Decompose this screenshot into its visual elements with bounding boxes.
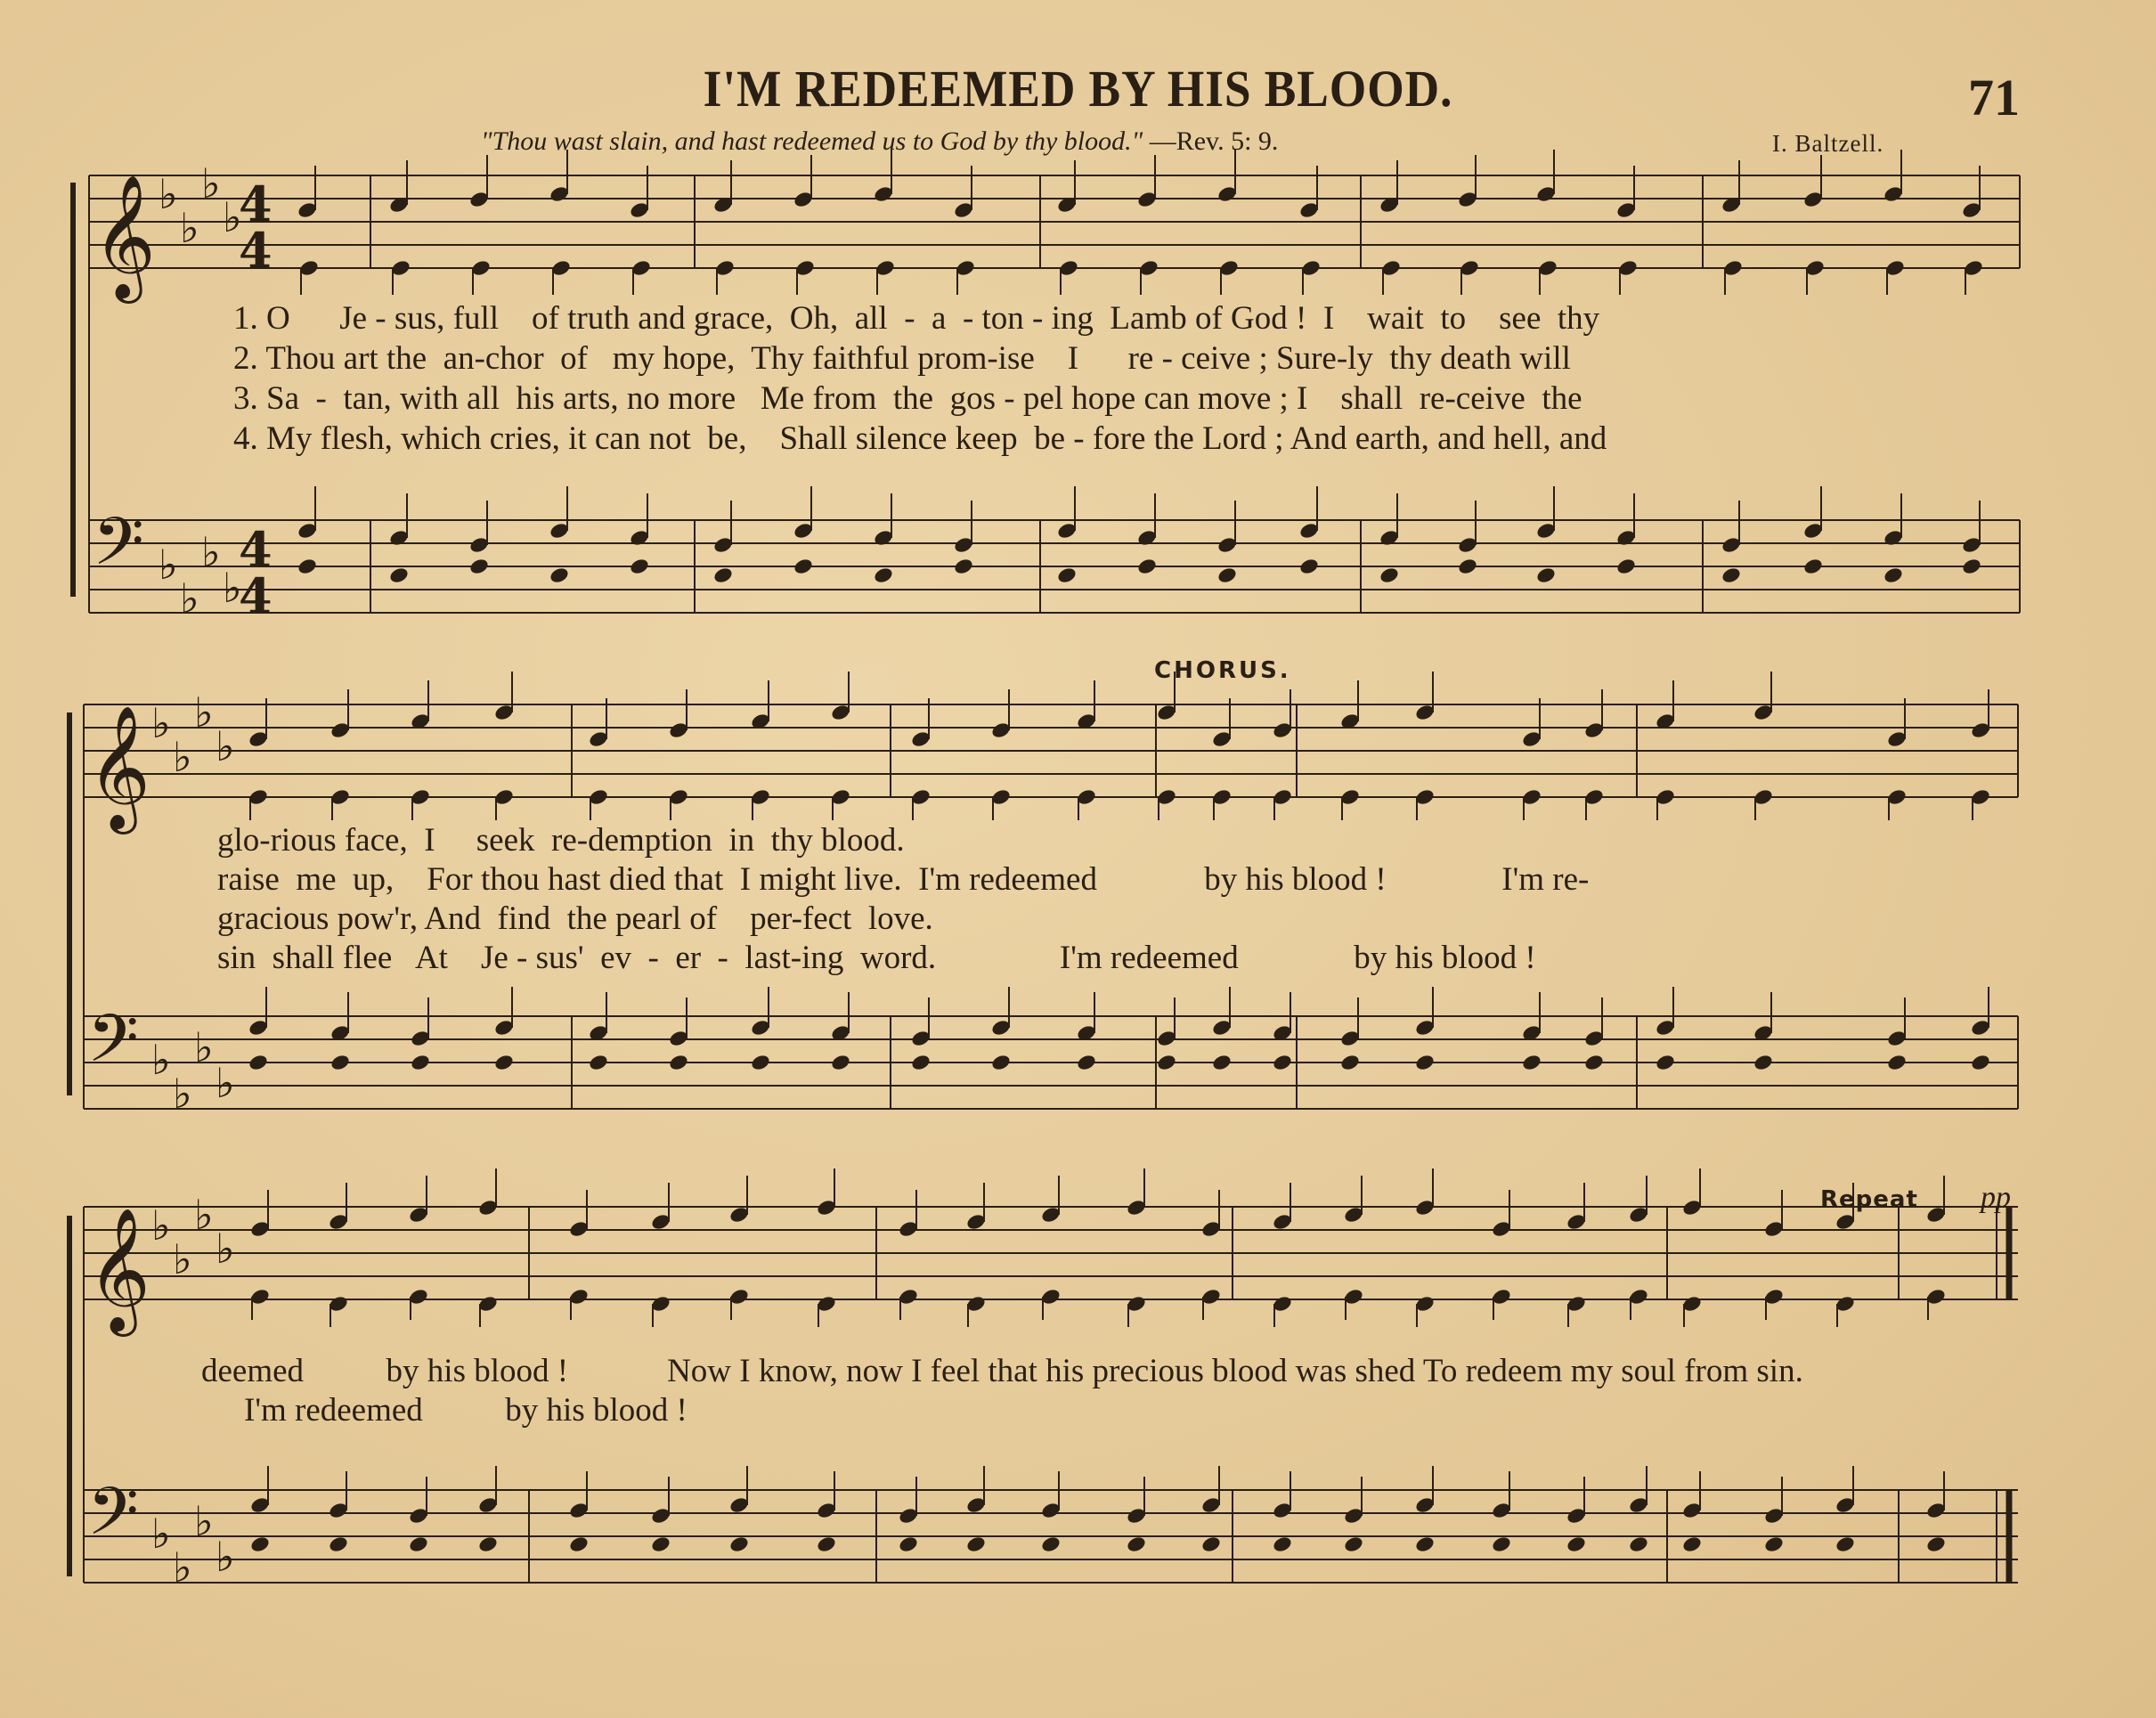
svg-text:♭: ♭ (173, 1543, 192, 1592)
dynamic-marking: pp (1981, 1181, 2011, 1214)
svg-text:♭: ♭ (173, 1235, 192, 1283)
note-head (650, 1535, 671, 1553)
svg-text:♭: ♭ (223, 193, 242, 241)
note-head (629, 557, 650, 575)
note-head (750, 1053, 771, 1071)
note-head (1535, 566, 1557, 584)
note-head (1272, 1535, 1293, 1553)
note-head (249, 1535, 271, 1553)
note-head (1566, 1535, 1587, 1553)
note-head (1886, 1053, 1908, 1071)
svg-text:♭: ♭ (201, 159, 221, 208)
bass-clef-icon: 𝄢 (93, 503, 144, 597)
note-head (1126, 1535, 1147, 1553)
verse-4-line: sin shall flee At Je - sus' ev - er - last-ing word. I'm redeemed by his blood ! (217, 940, 1536, 976)
page-number: 71 (1968, 69, 2020, 126)
note-head (1136, 557, 1158, 575)
note-head (873, 566, 894, 584)
note-head (728, 1535, 750, 1553)
note-head (1491, 1535, 1512, 1553)
note-head (468, 557, 490, 575)
note-head (910, 1053, 932, 1071)
note-head (965, 1535, 987, 1553)
svg-text:♭: ♭ (151, 1510, 171, 1558)
bass-clef-icon: 𝄢 (87, 1473, 139, 1567)
note-head (1961, 557, 1982, 575)
svg-text:♭: ♭ (180, 204, 199, 252)
note-head (328, 1535, 349, 1553)
epigraph-quote: "Thou wast slain, and hast redeemed us to God by thy blood." (481, 126, 1143, 156)
note-head (1835, 1535, 1856, 1553)
note-head (330, 1053, 351, 1071)
note-head (990, 1053, 1012, 1071)
epigraph-reference: —Rev. 5: 9. (1149, 126, 1279, 156)
svg-text:♭: ♭ (216, 1533, 235, 1581)
note-head (1298, 557, 1320, 575)
note-head (1272, 1053, 1293, 1071)
note-head (1753, 1053, 1774, 1071)
verse-4-line: 4. My flesh, which cries, it can not be, Shall silence keep be - fore the Lord ; And earth, and hell, and (233, 420, 1607, 457)
note-head (1156, 1053, 1177, 1071)
svg-text:♭: ♭ (194, 1191, 214, 1239)
note-head (1763, 1535, 1785, 1553)
svg-text:♭: ♭ (159, 170, 178, 218)
note-head (1970, 1053, 1991, 1071)
chorus-line: deemed by his blood ! Now I know, now I feel that his precious blood was shed To redeem my soul from sin. (201, 1353, 1803, 1389)
note-head (1200, 1535, 1222, 1553)
note-head (493, 1053, 515, 1071)
svg-text:♭: ♭ (223, 564, 242, 612)
note-head (1628, 1535, 1649, 1553)
svg-text:♭: ♭ (173, 733, 192, 781)
svg-text:♭: ♭ (216, 722, 235, 770)
note-head (712, 566, 734, 584)
note-head (1802, 557, 1824, 575)
note-head (953, 557, 974, 575)
note-head (1721, 566, 1742, 584)
system2-bass-staff (84, 1016, 2018, 1109)
svg-text:♭: ♭ (194, 1497, 214, 1545)
composer-credit: I. Baltzell. (1772, 130, 1884, 157)
system-braces (69, 183, 73, 1576)
system1-bass-staff (89, 520, 2020, 613)
note-head (477, 1535, 499, 1553)
note-head (1076, 1053, 1097, 1071)
note-head (549, 566, 570, 584)
svg-text:♭: ♭ (151, 1201, 171, 1250)
system1-treble-staff (89, 175, 2020, 268)
time-signature-top: 4 (239, 175, 273, 232)
verse-2-line: 2. Thou art the an-chor of my hope, Thy faithful prom-ise I re - ceive ; Sure-ly thy death will (233, 340, 1571, 377)
note-head (297, 557, 318, 575)
note-head (588, 1053, 609, 1071)
verse-1-line: 1. O Je - sus, full of truth and grace, Oh, all - a - ton - ing Lamb of God ! I wait to see thy (233, 300, 1600, 337)
verse-3-line: 3. Sa - tan, with all his arts, no more Me from the gos - pel hope can move ; I shall re-ceive the (233, 380, 1582, 417)
verse-3-line: gracious pow'r, And find the pearl of per-fect love. (217, 900, 933, 937)
svg-text:♭: ♭ (151, 699, 171, 747)
svg-text:♭: ♭ (173, 1070, 192, 1118)
note-head (1339, 1053, 1361, 1071)
note-head (1211, 1053, 1233, 1071)
svg-text:♭: ♭ (216, 1059, 235, 1107)
note-head (816, 1535, 837, 1553)
note-head (898, 1535, 919, 1553)
note-head (1414, 1535, 1436, 1553)
system2-treble-staff (84, 704, 2018, 797)
chorus-label: CHORUS. (1154, 657, 1291, 684)
note-head (1615, 557, 1637, 575)
time-signature-bottom: 4 (239, 222, 273, 279)
note-head (668, 1053, 689, 1071)
svg-text:♭: ♭ (180, 574, 199, 623)
note-head (1379, 566, 1400, 584)
note-head (1925, 1535, 1947, 1553)
svg-text:♭: ♭ (159, 541, 178, 589)
note-head (1457, 557, 1478, 575)
treble-clef-icon: 𝄞 (87, 1208, 151, 1331)
note-head (1040, 1535, 1062, 1553)
system3-bass-staff (84, 1490, 2018, 1583)
note-head (410, 1053, 431, 1071)
svg-text:♭: ♭ (194, 1023, 214, 1071)
note-head (1343, 1535, 1364, 1553)
time-signature-bottom: 4 (239, 567, 273, 624)
chorus-line-alto: I'm redeemed by his blood ! (244, 1392, 687, 1429)
repeat-label: Repeat (1820, 1186, 1918, 1213)
note-head (408, 1535, 429, 1553)
verse-1-line: glo-rious face, I seek re-demption in thy blood. (217, 822, 905, 859)
time-signature-top: 4 (239, 521, 273, 578)
note-head (830, 1053, 851, 1071)
note-head (1655, 1053, 1676, 1071)
note-head (1414, 1053, 1436, 1071)
note-head (568, 1535, 590, 1553)
note-head (1883, 566, 1904, 584)
note-head (1056, 566, 1078, 584)
svg-text:♭: ♭ (151, 1036, 171, 1084)
bass-clef-icon: 𝄢 (87, 1000, 139, 1094)
note-head (1521, 1053, 1542, 1071)
svg-text:♭: ♭ (201, 528, 221, 576)
hymn-title: I'M REDEEMED BY HIS BLOOD. (703, 60, 1453, 118)
note-head (388, 566, 410, 584)
note-head (248, 1053, 269, 1071)
verse-2-line: raise me up, For thou hast died that I might live. I'm redeemed by his blood ! I'm re- (217, 861, 1590, 898)
treble-clef-icon: 𝄞 (93, 175, 156, 298)
note-head (1583, 1053, 1605, 1071)
note-head (1681, 1535, 1703, 1553)
note-head (1216, 566, 1238, 584)
note-head (793, 557, 814, 575)
svg-text:♭: ♭ (216, 1225, 235, 1273)
treble-clef-icon: 𝄞 (87, 705, 151, 829)
svg-text:♭: ♭ (194, 688, 214, 737)
